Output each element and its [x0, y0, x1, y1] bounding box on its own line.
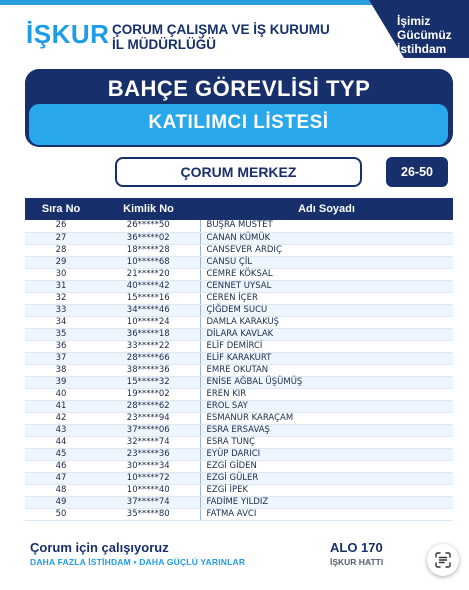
identity-number: 23*****94: [97, 412, 200, 424]
full-name: CANAN KÜMÜK: [200, 232, 453, 244]
footer-slogan: Çorum için çalışıyoruz: [30, 540, 169, 555]
full-name: ELİF DEMİRCİ: [200, 340, 453, 352]
scan-text-button[interactable]: [427, 544, 459, 576]
full-name: EMRE OKUTAN: [200, 364, 453, 376]
table-row: [25, 364, 453, 376]
identity-number: 33*****22: [97, 340, 200, 352]
institution-name: [112, 22, 330, 52]
table-row: [25, 232, 453, 244]
full-name: CANSEVER ARDIÇ: [200, 244, 453, 256]
row-number: 43: [25, 424, 97, 436]
identity-number: 10*****68: [97, 256, 200, 268]
table-row: [25, 340, 453, 352]
full-name: EZGİ GİDEN: [200, 460, 453, 472]
row-number: 37: [25, 352, 97, 364]
corner-slogan-line-2: Gücümüz: [397, 28, 452, 42]
identity-number: 23*****36: [97, 448, 200, 460]
table-row: [25, 436, 453, 448]
corner-slogan-line-3: İstihdam: [397, 42, 447, 56]
table-row: [25, 328, 453, 340]
identity-number: 10*****40: [97, 484, 200, 496]
table-row: [25, 352, 453, 364]
identity-number: 18*****28: [97, 244, 200, 256]
identity-number: 35*****80: [97, 508, 200, 520]
row-number: 39: [25, 376, 97, 388]
range-badge: 26-50: [386, 157, 448, 187]
identity-number: 28*****66: [97, 352, 200, 364]
row-number: 42: [25, 412, 97, 424]
row-number: 38: [25, 364, 97, 376]
hotline-label: İŞKUR HATTI: [330, 557, 384, 567]
column-header-no: Sıra No: [25, 198, 97, 220]
full-name: CENNET UYSAL: [200, 280, 453, 292]
full-name: ESMANUR KARAÇAM: [200, 412, 453, 424]
row-number: 28: [25, 244, 97, 256]
row-number: 49: [25, 496, 97, 508]
full-name: DAMLA KARAKUŞ: [200, 316, 453, 328]
footer-tagline: DAHA FAZLA İSTİHDAM • DAHA GÜÇLÜ YARINLAR: [30, 557, 246, 567]
identity-number: 36*****18: [97, 328, 200, 340]
table-row: [25, 220, 453, 232]
full-name: EZGİ GÜLER: [200, 472, 453, 484]
full-name: EYÜP DARICI: [200, 448, 453, 460]
identity-number: 19*****02: [97, 388, 200, 400]
identity-number: 15*****16: [97, 292, 200, 304]
identity-number: 21*****20: [97, 268, 200, 280]
row-number: 33: [25, 304, 97, 316]
table-row: [25, 412, 453, 424]
row-number: 30: [25, 268, 97, 280]
full-name: FADİME YILDIZ: [200, 496, 453, 508]
row-number: 27: [25, 232, 97, 244]
scan-text-icon: [435, 552, 451, 568]
table-row: [25, 244, 453, 256]
column-header-id: Kimlik No: [97, 198, 200, 220]
identity-number: 10*****72: [97, 472, 200, 484]
full-name: ÇİĞDEM SUCU: [200, 304, 453, 316]
row-number: 44: [25, 436, 97, 448]
table-row: [25, 400, 453, 412]
table-row: [25, 472, 453, 484]
table-row: [25, 280, 453, 292]
table-row: [25, 496, 453, 508]
table-row: [25, 256, 453, 268]
table-row: [25, 460, 453, 472]
identity-number: 28*****62: [97, 400, 200, 412]
institution-line-2: İL MÜDÜRLÜĞÜ: [112, 37, 216, 52]
table-row: [25, 424, 453, 436]
table-row: [25, 508, 453, 520]
identity-number: 37*****06: [97, 424, 200, 436]
identity-number: 36*****02: [97, 232, 200, 244]
full-name: CEREN İÇER: [200, 292, 453, 304]
table-row: [25, 304, 453, 316]
table-row: [25, 292, 453, 304]
full-name: ESRA ERSAVAŞ: [200, 424, 453, 436]
row-number: 32: [25, 292, 97, 304]
full-name: ENİSE AĞBAL ÜŞÜMÜŞ: [200, 376, 453, 388]
row-number: 26: [25, 220, 97, 232]
row-number: 47: [25, 472, 97, 484]
table-header-row: [25, 198, 453, 220]
full-name: EZGİ İPEK: [200, 484, 453, 496]
identity-number: 15*****32: [97, 376, 200, 388]
participant-table: [25, 198, 453, 521]
institution-line-1: ÇORUM ÇALIŞMA VE İŞ KURUMU: [112, 22, 330, 37]
iskur-logo: İŞKUR: [26, 19, 110, 49]
table-row: [25, 268, 453, 280]
row-number: 29: [25, 256, 97, 268]
row-number: 45: [25, 448, 97, 460]
full-name: DİLARA KAVLAK: [200, 328, 453, 340]
corner-slogan: [397, 14, 459, 56]
full-name: ELİF KARAKURT: [200, 352, 453, 364]
full-name: CEMRE KÖKSAL: [200, 268, 453, 280]
identity-number: 38*****36: [97, 364, 200, 376]
full-name: EREN KIR: [200, 388, 453, 400]
hotline-number: ALO 170: [330, 540, 383, 555]
identity-number: 40*****42: [97, 280, 200, 292]
table-row: [25, 316, 453, 328]
row-number: 46: [25, 460, 97, 472]
column-header-name: Adı Soyadı: [200, 198, 453, 220]
identity-number: 34*****46: [97, 304, 200, 316]
full-name: ESRA TUNÇ: [200, 436, 453, 448]
identity-number: 26*****50: [97, 220, 200, 232]
row-number: 41: [25, 400, 97, 412]
table-row: [25, 448, 453, 460]
row-number: 40: [25, 388, 97, 400]
table-row: [25, 388, 453, 400]
identity-number: 30*****34: [97, 460, 200, 472]
identity-number: 32*****74: [97, 436, 200, 448]
table-row: [25, 376, 453, 388]
location-label: ÇORUM MERKEZ: [115, 157, 362, 187]
full-name: CANSU ÇİL: [200, 256, 453, 268]
identity-number: 10*****24: [97, 316, 200, 328]
row-number: 50: [25, 508, 97, 520]
row-number: 34: [25, 316, 97, 328]
full-name: BÜŞRA MÜSTET: [200, 220, 453, 232]
row-number: 48: [25, 484, 97, 496]
list-subtitle: KATILIMCI LİSTESİ: [148, 112, 329, 133]
table-row: [25, 484, 453, 496]
full-name: FATMA AVCI: [200, 508, 453, 520]
row-number: 35: [25, 328, 97, 340]
row-number: 36: [25, 340, 97, 352]
corner-slogan-line-1: İşimiz: [397, 14, 431, 28]
program-title: BAHÇE GÖREVLİSİ TYP: [107, 76, 371, 101]
full-name: EROL SAY: [200, 400, 453, 412]
identity-number: 37*****74: [97, 496, 200, 508]
row-number: 31: [25, 280, 97, 292]
